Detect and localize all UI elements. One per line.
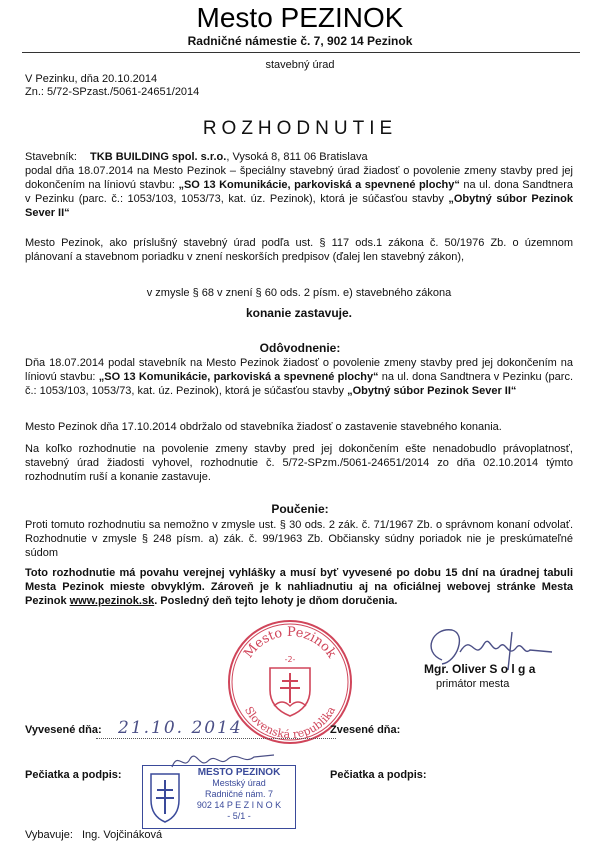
decision-heading: ROZHODNUTIE [202,118,398,139]
stamp-line-2: Mestský úrad [212,778,266,788]
reasoning-p1-text: Dňa 18.07.2014 podal stavebník na Mesto Pezinok žiadosť o povolenie zmeny stavby pred jej dokončením na líniovú stavbu: [25,357,573,383]
decision-paragraph-1 [25,164,573,220]
reasoning-paragraph-2: Mesto Pezinok dňa 17.10.2014 obdržalo od stavebníka žiadosť o zastavenie stavebného konania. [25,421,502,433]
public-notice-text: Toto rozhodnutie má povahu verejnej vyhlášky a musí byť vyvesené po dobu 15 dní na úradnej tabuli Mesta Pezinok mieste obvyklým. Zároveň je k nahliadnutiu aj na oficiálnej webovej stránke Mesta Pezinok [25,567,573,607]
reference-number: Zn.: 5/72-SPzast./5061-24651/2014 [25,86,200,98]
office-name: stavebný úrad [265,59,335,71]
prepared-by [25,829,162,841]
project-name: „SO 13 Komunikácie, parkoviská a spevnené plochy“ [178,179,460,191]
city-title: Mesto PEZINOK [196,2,404,33]
posted-date-handwritten: 21.10. 2014 [118,718,243,738]
seal-bottom-text: Slovenská republika [241,704,339,742]
public-notice-end: . Posledný deň tejto lehoty je dňom doručenia. [154,595,398,607]
seal-number: -2- [284,655,296,664]
posted-label: Vyvesené dňa: [25,724,102,736]
builder-label: Stavebník: [25,151,77,163]
reasoning-parent-project: „Obytný súbor Pezinok Sever II“ [347,385,517,397]
stamp-signature-label-right: Pečiatka a podpis: [330,769,427,781]
town-crest-icon [147,770,183,824]
posted-date-line [96,738,336,739]
website-link[interactable]: www.pezinok.sk [69,595,155,607]
office-rectangular-stamp [142,765,296,829]
document-meta [25,73,199,99]
parent-project-name: „Obytný súbor Pezinok Sever II“ [25,193,573,219]
builder-address: , Vysoká 8, 811 06 Bratislava [226,151,368,163]
public-notice-paragraph [25,566,573,608]
reasoning-paragraph-1 [25,356,573,398]
decision-p1-location: na ul. dona Sandtnera v Pezinku (parc. č.: 1053/103, 1053/73, kat. úz. Pezinok), ktorá je súčasťou stavby [25,179,574,205]
stamp-text-block [183,767,295,822]
stamp-signature-label-left: Pečiatka a podpis: [25,769,122,781]
verdict: konanie zastavuje. [245,306,353,320]
removed-label: Zvesené dňa: [330,724,401,736]
stamp-line-3: Radničné nám. 7 [204,789,274,799]
instruction-heading: Poučenie: [271,502,329,516]
builder-line [25,150,573,164]
decision-p1-text: podal dňa 18.07.2014 na Mesto Pezinok – špeciálny stavebný úrad žiadosť o povolenie zmeny stavby pred jej dokončením na líniovú stavbu: [25,165,573,191]
reasoning-p1-location: na ul. dona Sandtnera v Pezinku (parc. č.: 1053/103, 1053/73, kat. úz. Pezinok), ktorá je súčasťou stavby [25,371,574,397]
reasoning-heading: Odôvodnenie: [259,341,341,355]
mayor-role: primátor mesta [436,678,510,690]
decision-paragraph-2: Mesto Pezinok, ako príslušný stavebný úrad podľa ust. § 117 ods.1 zákona č. 50/1976 Zb. o územnom plánovaní a stavebnom poriadku v znení neskorších predpisov (ďalej len stavebný zákon), [25,237,573,263]
law-reference-line: v zmysle § 68 v znení § 60 ods. 2 písm. e) stavebného zákona [146,287,452,299]
builder-name: TKB BUILDING spol. s.r.o. [90,151,227,163]
prepared-label: Vybavuje: [25,829,73,841]
instruction-paragraph: Proti tomuto rozhodnutiu sa nemožno v zmysle ust. § 30 ods. 2 zák. č. 71/1967 Zb. o správnom konaní odvolať. Rozhodnutie v zmysle § 248 písm. a) zák. č. 99/1963 Zb. Občiansky súdny poriadok nie je preskúmateľné súdom [25,519,573,559]
header-rule [22,52,580,53]
stamp-line-4: 902 14 P E Z I N O K [196,800,282,810]
mayor-name: Mgr. Oliver S o l g a [424,662,536,676]
reasoning-paragraph-3: Na koľko rozhodnutie na povolenie zmeny stavby pred jej dokončením ešte nenadobudlo právoplatnosť, stavebný úrad žiadosti vyhovel, rozhodnutie č. 5/72-SPzm./5061-24651/2014 zo dňa 02.10.2014 týmto rozhodnutím ruší a konanie zastavuje. [25,443,573,483]
place-date: V Pezinku, dňa 20.10.2014 [25,73,158,85]
stamp-line-5: - 5/1 - [227,811,251,821]
stamp-line-1: MESTO PEZINOK [197,767,281,778]
reasoning-project-name: „SO 13 Komunikácie, parkoviská a spevnené plochy“ [98,371,379,383]
prepared-name: Ing. Vojčináková [81,829,163,841]
city-address: Radničné námestie č. 7, 902 14 Pezinok [187,34,413,48]
seal-top-text: Mesto Pezinok [241,624,339,662]
